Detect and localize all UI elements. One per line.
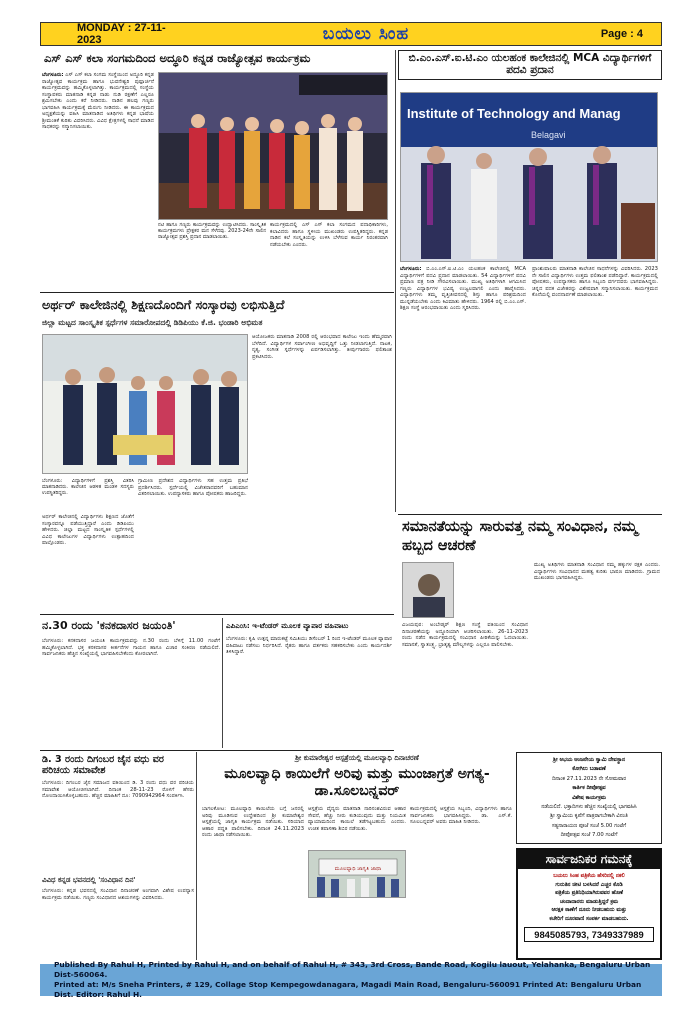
public-notice-line: ಪತ್ರಿಕೆಯ ಪ್ರತಿನಿಧಿಯಾಗಿರುವವರ ಹೊಣೆ — [555, 890, 623, 897]
story3-column-2 — [138, 478, 248, 610]
story4-portrait — [402, 562, 454, 618]
portrait-illustration — [403, 563, 454, 618]
story3-subheadline: ಜಿಲ್ಲಾ ಮಟ್ಟದ ಸಾಂಸ್ಕೃತಿಕ ಸ್ಪರ್ಧೆಗಳ ಸಮಾರೋಪದಲ್ಲಿ ಡಿಡಿಪಿಯು ಕೆ.ಜಿ. ಭಂಡಾರಿ ಅಭಿಮತ — [42, 318, 263, 327]
photo-banner-subtext: Belagavi — [531, 130, 566, 140]
imprint-footer — [40, 960, 662, 999]
public-notice-phone: 9845085793, 7349337989 — [524, 927, 654, 942]
story8-kicker: ಶ್ರೀ ಕುಮಾರೇಶ್ವರ ಆಸ್ಪತ್ರೆಯಲ್ಲಿ ಮೂಲವ್ಯಾಧಿ ದಿನಾಚರಣೆ — [295, 754, 419, 762]
story3-text-3: ಆಯೋಜಕರು ಮಾತನಾಡಿ 2008 ರಲ್ಲಿ ಆರಂಭವಾದ ಕಾಲೇಜು ಇಂದು ಹೆಮ್ಮರವಾಗಿ ಬೆಳೆದಿದೆ. ವಿದ್ಯಾರ್ಥಿಗಳ ಸರ್ವಾಂಗೀಣ ಅಭಿವೃದ್ಧಿಗೆ ಒತ್ತು ನೀಡಲಾಗುತ್ತಿದೆ. ನಾಟಕ, ನೃತ್ಯ, ಸಂಗೀತ ಸ್ಪರ್ಧೆಗಳನ್ನು ಏರ್ಪಡಿಸಲಾಗಿತ್ತು. ತೀರ್ಪುಗಾರರು ಫಲಿತಾಂಶ ಪ್ರಕಟಿಸಿದರು. — [252, 334, 392, 360]
story3-headline: ಅರ್ಥರ್ ಕಾಲೇಜಿನಲ್ಲಿ ಶಿಕ್ಷಣದೊಂದಿಗೆ ಸಂಸ್ಕಾರವು ಲಭಿಸುತ್ತಿದೆ — [42, 297, 285, 312]
story8-photo — [308, 850, 406, 898]
imprint-line-1: Published By Rahul H, Printed by Rahul H, and on behalf of Rahul H, # 343, 3rd Cross, Bande Road, Kogilu lauout, Yelahanka, Bengaluru Urban Dist-560064. — [54, 960, 651, 979]
story1-caption: ನಟಿ ಹಾಗೂ ಗಣ್ಯರು ಕಾರ್ಯಕ್ರಮವನ್ನು ಉದ್ಘಾಟಿಸಿದರು. ಸಾಂಸ್ಕೃತಿಕ ಕಾರ್ಯಕ್ರಮಗಳು ಪ್ರೇಕ್ಷಕರ ಮನ ಸೆಳೆದವು. 2023-24ನೇ ಸಾಲಿನ ರಾಜ್ಯೋತ್ಸವ ಪ್ರಶಸ್ತಿ ಪ್ರದಾನ ಮಾಡಲಾಯಿತು. — [158, 222, 266, 240]
public-notice-line: ಚಂದಾದಾರರು ಮಾಡುತ್ತಿದ್ದರೆ ಕ್ರಮ — [559, 898, 619, 905]
notice-line: ಶ್ರೀ ಅಭಯ ಆಂಜನೇಯ ಸ್ವಾಮಿ ದೇವಸ್ಥಾನ — [553, 757, 625, 763]
story4-headline: ಸಮಾನತೆಯನ್ನು ಸಾರುವತ್ತ ನಮ್ಮ ಸಂವಿಧಾನ, ನಮ್ಮ ಹಬ್ಬದ ಆಚರಣೆ — [402, 519, 638, 554]
notice-line: ವಿಶೇಷ ಕಾರ್ಯಕ್ರಮ — [572, 794, 606, 801]
story1-text-1: ಎಸ್ ಎಸ್ ಕಲಾ ಸಂಗಮ ಸಂಸ್ಥೆಯಿಂದ ಅದ್ಧೂರಿ ಕನ್ನಡ ರಾಜ್ಯೋತ್ಸವ ಕಾರ್ಯಕ್ರಮ ಹಾಗೂ ಭುವನೇಶ್ವರಿ ಪುಷ್ಪಾರ್ಚನೆ ಕಾರ್ಯಕ್ರಮವನ್ನು ಹಮ್ಮಿಕೊಳ್ಳಲಾಗಿತ್ತು. ಕಾರ್ಯಕ್ರಮದಲ್ಲಿ ಸಂಸ್ಥೆಯ ಸಂಸ್ಥಾಪಕರು ಮಾತನಾಡಿ ಕನ್ನಡ ನಾಡು ನುಡಿ ರಕ್ಷಣೆಗೆ ಎಲ್ಲರೂ ಶ್ರಮಿಸಬೇಕು ಎಂದು ಕರೆ ನೀಡಿದರು. ನಾಡಿನ ಹಲವು ಗಣ್ಯರು ಭಾಗವಹಿಸಿ ಕಾರ್ಯಕ್ರಮಕ್ಕೆ ಮೆರುಗು ನೀಡಿದರು. ಈ ಕಾರ್ಯಕ್ರಮದ ಅಧ್ಯಕ್ಷತೆಯನ್ನು ವಹಿಸಿ ಮಾತನಾಡಿದ ಅತಿಥಿಗಳು ಕನ್ನಡ ಭಾಷೆಯ ಶ್ರೀಮಂತಿಕೆ ಕುರಿತು ವಿವರಿಸಿದರು. ವಿವಿಧ ಕ್ಷೇತ್ರಗಳಲ್ಲಿ ಸಾಧನೆ ಮಾಡಿದ ಸಾಧಕರನ್ನು ಸನ್ಮಾನಿಸಲಾಯಿತು. — [42, 72, 154, 130]
stage-photo-illustration — [159, 73, 388, 220]
story3-caption: ಬೆಂಗಳೂರು: ವಿದ್ಯಾರ್ಥಿಗಳಿಗೆ ಪ್ರಶಸ್ತಿ ವಿತರಿಸಿ ಮಾತನಾಡಿದರು. ಕಾಲೇಜಿನ ಆಡಳಿತ ಮಂಡಳಿ ಸದಸ್ಯರು ಉಪಸ್ಥಿತರಿದ್ದರು. — [42, 478, 134, 496]
story1-headline: ಎಸ್ ಎಸ್ ಕಲಾ ಸಂಗಮದಿಂದ ಅದ್ಧೂರಿ ಕನ್ನಡ ರಾಜ್ಯೋತ್ಸವ ಕಾರ್ಯಕ್ರಮ — [44, 51, 311, 65]
story8-column-2 — [308, 806, 406, 846]
temple-notice — [516, 752, 662, 844]
story7-subheadline: ವಿವಿಧ ಕನ್ನಡ ಭವನದಲ್ಲಿ 'ಸಂವಿಧಾನ ದಿನ' — [42, 876, 136, 884]
notice-line: ದಿನಾಂಕ 27.11.2023 ನೇ ಸೋಮವಾರ — [551, 775, 627, 782]
notice-line: ಕಾರ್ತಿಕ ದೀಪೋತ್ಸವ — [572, 785, 606, 792]
public-notice-line: ಬಯಲು ಸಿಂಹ ಪತ್ರಿಕೆಯ ಹೆಸರಿನಲ್ಲಿ ನಕಲಿ — [553, 873, 625, 879]
newspaper-page — [30, 16, 670, 1008]
imprint-line-2: Printed at: M/s Sneha Printers, # 129, Collage Stop Kempegowdanagara, Magadi Main Road, Bengaluru-560091 Printed At: Bengaluru Urban Dist. Editor: Rahul H. — [54, 980, 642, 999]
story3-text-2: ಗ್ರಾಮೀಣ ಪ್ರದೇಶದ ವಿದ್ಯಾರ್ಥಿಗಳು ಸಹ ಉತ್ತಮ ಪ್ರತಿಭೆ ಪ್ರದರ್ಶಿಸಿದರು. ಸ್ಪರ್ಧೆಯಲ್ಲಿ ವಿಜೇತರಾದವರಿಗೆ ಬಹುಮಾನ ವಿತರಿಸಲಾಯಿತು. ಉಪನ್ಯಾಸಕರು ಹಾಗೂ ಪೋಷಕರು ಹಾಜರಿದ್ದರು. — [138, 478, 248, 497]
story3-photo — [42, 334, 248, 474]
story8-text-3: ಕಾರ್ಯಕ್ರಮದಲ್ಲಿ ಆಸ್ಪತ್ರೆಯ ಸಿಬ್ಬಂದಿ, ವಿದ್ಯಾರ್ಥಿಗಳು ಹಾಗೂ ಸಾರ್ವಜನಿಕರು ಭಾಗವಹಿಸಿದ್ದರು. ಡಾ. ಎಸ್.ಕೆ. ಸೂಲಬನ್ನವರ್ ಅವರು ಮಾಹಿತಿ ನೀಡಿದರು. — [410, 806, 512, 825]
story7-headline: ಡಿ. 3 ರಂದು ದಿಗಂಬರ ಜೈನ ವಧು ವರ ಪರಿಚಯ ಸಮಾವೇಶ — [42, 754, 164, 777]
story8-text-2: ಆಸ್ಪತ್ರೆಯ ವೈದ್ಯರು ಮಾತನಾಡಿ ನಾರಿನಂಶವಿರುವ ಆಹಾರ ಸೇವನೆ, ಹೆಚ್ಚು ನೀರು ಕುಡಿಯುವುದು ಮತ್ತು ನಿಯಮಿತ ವ್ಯಾಯಾಮದಿಂದ ಕಾಯಿಲೆ ತಡೆಗಟ್ಟಬಹುದು ಎಂದರು. ಉಚಿತ ತಪಾಸಣಾ ಶಿಬಿರ ನಡೆಯಿತು. — [308, 806, 406, 832]
story8-headline: ಮೂಲವ್ಯಾಧಿ ಕಾಯಿಲೆಗೆ ಅರಿವು ಮತ್ತು ಮುಂಜಾಗ್ರತೆ ಅಗತ್ಯ- ಡಾ.ಸೂಲಬನ್ನವರ್ — [224, 766, 490, 799]
rally-photo-illustration — [309, 851, 406, 898]
story2-text-2: ಪ್ರಾಂಶುಪಾಲರು ಮಾತನಾಡಿ ಕಾಲೇಜಿನ ಸಾಧನೆಗಳನ್ನು ವಿವರಿಸಿದರು. 2023 ನೇ ಸಾಲಿನ ವಿದ್ಯಾರ್ಥಿಗಳು ಉತ್ತಮ ಫಲಿತಾಂಶ ಪಡೆದಿದ್ದಾರೆ. ಕಾರ್ಯಕ್ರಮದಲ್ಲಿ ಪೋಷಕರು, ಉಪನ್ಯಾಸಕರು ಹಾಗೂ ಸಿಬ್ಬಂದಿ ವರ್ಗದವರು ಭಾಗವಹಿಸಿದ್ದರು. ಚಿನ್ನದ ಪದಕ ವಿಜೇತರನ್ನು ವಿಶೇಷವಾಗಿ ಸನ್ಮಾನಿಸಲಾಯಿತು. ಕಾರ್ಯಕ್ರಮದ ಕೊನೆಯಲ್ಲಿ ವಂದನಾರ್ಪಣೆ ಮಾಡಲಾಯಿತು. — [532, 266, 658, 298]
story2-column-2 — [532, 266, 658, 510]
story4-column-1 — [402, 622, 528, 790]
rally-banner-text: ಮೂಲವ್ಯಾಧಿ ಜಾಗೃತಿ ಜಾಥಾ — [334, 866, 382, 872]
photo-banner-text: Institute of Technology and Manag — [407, 106, 621, 121]
story4-text-1: ವಿಜಯಪುರ: ಅಂಬೇಡ್ಕರ್ ಶಿಕ್ಷಣ ಸಂಸ್ಥೆ ವತಿಯಿಂದ ಸಂವಿಧಾನ ದಿನಾಚರಣೆಯನ್ನು ಅದ್ದೂರಿಯಾಗಿ ಆಚರಿಸಲಾಯಿತು. 26-11-2023 ರಂದು ನಡೆದ ಕಾರ್ಯಕ್ರಮದಲ್ಲಿ ಸಂವಿಧಾನ ಪೀಠಿಕೆಯನ್ನು ಓದಲಾಯಿತು. ಸಮಾನತೆ, ಸ್ವಾತಂತ್ರ್ಯ, ಭ್ರಾತೃತ್ವ ಮೌಲ್ಯಗಳನ್ನು ಎಲ್ಲರೂ ಪಾಲಿಸಬೇಕು. — [402, 622, 528, 648]
story2-headline: ಬಿ.ಎಂ.ಎಸ್.ಐ.ಟಿ.ಎಂ ಯಲಹಂಕ ಕಾಲೇಜಿನಲ್ಲಿ MCA ವಿದ್ಯಾರ್ಥಿಗಳಿಗೆ ಪದವಿ ಪ್ರದಾನ — [408, 52, 652, 77]
public-notice-title: ಸಾರ್ವಜನಿಕರ ಗಮನಕ್ಕೆ — [518, 850, 660, 869]
story1-text-3: ಕಾರ್ಯಕ್ರಮದಲ್ಲಿ ಎಸ್ ಎಸ್ ಕಲಾ ಸಂಗಮದ ಪದಾಧಿಕಾರಿಗಳು, ಕಲಾವಿದರು ಹಾಗೂ ಸ್ಥಳೀಯ ಮುಖಂಡರು ಉಪಸ್ಥಿತರಿದ್ದರು. ಕನ್ನಡ ನಾಡಿನ ಕಲೆ ಸಂಸ್ಕೃತಿಯನ್ನು ಉಳಿಸಿ ಬೆಳೆಸುವ ಕಾರ್ಯ ನಿರಂತರವಾಗಿ ನಡೆಯಬೇಕು ಎಂದರು. — [270, 222, 388, 248]
story2-column-1 — [400, 266, 526, 510]
story5-body — [42, 638, 220, 746]
notice-line: ಸತ್ಯನಾರಾಯಣ ಪೂಜೆ ಸಂಜೆ 5.00 ಗಂಟೆಗೆ — [551, 822, 627, 829]
graduation-photo-illustration — [401, 93, 658, 262]
story6-body — [226, 636, 392, 746]
story1-photo — [158, 72, 388, 220]
story3-text-1: ಅರ್ಥರ್ ಕಾಲೇಜಿನಲ್ಲಿ ವಿದ್ಯಾರ್ಥಿಗಳು ಶಿಕ್ಷಣದ ಜೊತೆಗೆ ಸಂಸ್ಕಾರವನ್ನೂ ಪಡೆಯುತ್ತಿದ್ದಾರೆ ಎಂದು ಡಿಡಿಪಿಯು ಹೇಳಿದರು. ಜಿಲ್ಲಾ ಮಟ್ಟದ ಸಾಂಸ್ಕೃತಿಕ ಸ್ಪರ್ಧೆಗಳಲ್ಲಿ ವಿವಿಧ ಕಾಲೇಜುಗಳ ವಿದ್ಯಾರ್ಥಿಗಳು ಉತ್ಸಾಹದಿಂದ ಪಾಲ್ಗೊಂಡರು. — [42, 514, 134, 546]
story6-headline: ಎಪಿಎಂಸಿ: ಇ-ಟೆಂಡರ್ ಮೂಲಕ ವ್ಯಾಪಾರ ವಹಿವಾಟು — [226, 621, 349, 630]
story3-column-3 — [252, 334, 392, 610]
masthead-title: ಬಯಲು ಸಿಂಹ — [322, 24, 410, 44]
story1-column-1 — [42, 72, 154, 288]
masthead-date: MONDAY : 27-11-2023 — [77, 22, 166, 46]
story7-sub-body — [42, 888, 194, 958]
notice-line: ಶ್ರೀ ಸ್ವಾಮಿಯ ಕೃಪೆಗೆ ಪಾತ್ರರಾಗಬೇಕಾಗಿ ವಿನಂತಿ — [550, 813, 628, 820]
public-notice-line: ಆರಕ್ಷಕ ಠಾಣೆಗೆ ದೂರು ನೀಡಬಹುದು ಮತ್ತು — [551, 907, 627, 914]
story8-column-3 — [410, 806, 512, 960]
story6-text: ಬೆಂಗಳೂರು: ಕೃಷಿ ಉತ್ಪನ್ನ ಮಾರುಕಟ್ಟೆ ಸಮಿತಿಯು ಡಿಸೆಂಬರ್ 1 ರಿಂದ ಇ-ಟೆಂಡರ್ ಮೂಲಕ ವ್ಯಾಪಾರ ವಹಿವಾಟು ನಡೆಸಲು ನಿರ್ಧರಿಸಿದೆ. ರೈತರು ಹಾಗೂ ವರ್ತಕರು ಸಹಕರಿಸಬೇಕು ಎಂದು ಕಾರ್ಯದರ್ಶಿ ತಿಳಿಸಿದ್ದಾರೆ. — [226, 636, 392, 655]
story8-column-1 — [202, 806, 304, 960]
story1-column-3 — [270, 222, 388, 288]
notice-line: ನಡೆಯಲಿದೆ. ಭಕ್ತಾದಿಗಳು ಹೆಚ್ಚಿನ ಸಂಖ್ಯೆಯಲ್ಲಿ ಭಾಗವಹಿಸಿ — [541, 804, 637, 811]
notice-line: ದೀಪೋತ್ಸವ ಸಂಜೆ 7.00 ಗಂಟೆಗೆ — [560, 832, 618, 839]
story1-dateline: ಬೆಂಗಳೂರು: — [42, 72, 64, 78]
story5-text: ಬೆಂಗಳೂರು: ಕನಕದಾಸರ ಜಯಂತಿ ಕಾರ್ಯಕ್ರಮವನ್ನು ನ.30 ರಂದು ಬೆಳಿಗ್ಗೆ 11.00 ಗಂಟೆಗೆ ಹಮ್ಮಿಕೊಳ್ಳಲಾಗಿದೆ. ಭಕ್ತ ಕನಕದಾಸರ ಕೀರ್ತನೆಗಳ ಗಾಯನ ಹಾಗೂ ವಿಚಾರ ಸಂಕಿರಣ ನಡೆಯಲಿದೆ. ಸಾರ್ವಜನಿಕರು ಹೆಚ್ಚಿನ ಸಂಖ್ಯೆಯಲ್ಲಿ ಭಾಗವಹಿಸಬೇಕೆಂದು ಕೋರಲಾಗಿದೆ. — [42, 638, 220, 657]
story5-headline: ನ.30 ರಂದು 'ಕನಕದಾಸರ ಜಯಂತಿ' — [42, 619, 176, 632]
story2-photo — [400, 92, 658, 262]
public-notice-line: ಕಚೇರಿಗೆ ದೂರವಾಣಿ ಸಂಪರ್ಕ ಮಾಡಬಹುದು. — [549, 915, 629, 922]
story7-text: ಬೆಂಗಳೂರು: ದಿಗಂಬರ ಜೈನ ಸಮಾಜದ ವತಿಯಿಂದ ಡಿ. 3 ರಂದು ವಧು ವರ ಪರಿಚಯ ಸಮಾವೇಶ ಆಯೋಜಿಸಲಾಗಿದೆ. ದಿನಾಂಕ 28-11-23 ರೊಳಗೆ ಹೆಸರು ನೋಂದಾಯಿಸಿಕೊಳ್ಳಬಹುದು. ಹೆಚ್ಚಿನ ಮಾಹಿತಿಗೆ ದೂ: 7090942964 ಸಂಪರ್ಕಿಸಿ. — [42, 780, 194, 799]
notice-line: ಕೋಗಿಲು ಬಡಾವಣೆ — [572, 766, 606, 773]
story7-sub-text: ಬೆಂಗಳೂರು: ಕನ್ನಡ ಭವನದಲ್ಲಿ ಸಂವಿಧಾನ ದಿನಾಚರಣೆ ಅಂಗವಾಗಿ ವಿಶೇಷ ಉಪನ್ಯಾಸ ಕಾರ್ಯಕ್ರಮ ನಡೆಯಿತು. ಗಣ್ಯರು ಸಂವಿಧಾನದ ಆಶಯಗಳನ್ನು ವಿವರಿಸಿದರು. — [42, 888, 194, 901]
story2-dateline: ಬೆಂಗಳೂರು: — [400, 266, 422, 272]
story4-text-2: ಮುಖ್ಯ ಅತಿಥಿಗಳು ಮಾತನಾಡಿ ಸಂವಿಧಾನ ನಮ್ಮ ಹಕ್ಕುಗಳ ರಕ್ಷಕ ಎಂದರು. ವಿದ್ಯಾರ್ಥಿಗಳು ಸಂವಿಧಾನದ ಮಹತ್ವ ಕುರಿತು ಭಾಷಣ ಮಾಡಿದರು. ಗ್ರಾಮದ ಮುಖಂಡರು ಭಾಗವಹಿಸಿದ್ದರು. — [534, 562, 660, 581]
public-notice — [516, 848, 662, 960]
story3-column-1 — [42, 514, 134, 610]
public-notice-line: ಗುರುತಿನ ಚೀಟಿ ಬಳಸಿದರೆ ಎಚ್ಚರ ಕೊಡಿ — [555, 881, 623, 888]
award-photo-illustration — [43, 335, 248, 474]
story8-text-1: ಬಾಗಲಕೋಟ: ಮೂಲವ್ಯಾಧಿ ಕಾಯಿಲೆಯ ಬಗ್ಗೆ ಜನರಲ್ಲಿ ಅರಿವು ಮೂಡಿಸುವ ಉದ್ದೇಶದಿಂದ ಶ್ರೀ ಕುಮಾರೇಶ್ವರ ಆಸ್ಪತ್ರೆಯಲ್ಲಿ ಜಾಗೃತಿ ಕಾರ್ಯಕ್ರಮ ನಡೆಯಿತು. ಸರಿಯಾದ ಆಹಾರ ಪದ್ಧತಿ ಪಾಲಿಸಬೇಕು. ದಿನಾಂಕ 24.11.2023 ರಂದು ಜಾಥಾ ನಡೆಸಲಾಯಿತು. — [202, 806, 304, 838]
story2-text-1: ಬಿ.ಎಂ.ಎಸ್.ಐ.ಟಿ.ಎಂ ಯಲಹಂಕ ಕಾಲೇಜಿನಲ್ಲಿ MCA ವಿದ್ಯಾರ್ಥಿಗಳಿಗೆ ಪದವಿ ಪ್ರದಾನ ಮಾಡಲಾಯಿತು. 54 ವಿದ್ಯಾರ್ಥಿಗಳಿಗೆ ಪದವಿ ಪ್ರಮಾಣ ಪತ್ರ ನೀಡಿ ಗೌರವಿಸಲಾಯಿತು. ಮುಖ್ಯ ಅತಿಥಿಗಳಾಗಿ ಆಗಮಿಸಿದ ಗಣ್ಯರು ವಿದ್ಯಾರ್ಥಿಗಳ ಭವಿಷ್ಯ ಉಜ್ವಲವಾಗಲಿ ಎಂದು ಹಾರೈಸಿದರು. ವಿದ್ಯಾರ್ಥಿಗಳು ತಮ್ಮ ವೃತ್ತಿಜೀವನದಲ್ಲಿ ಶಿಸ್ತು ಹಾಗೂ ಪರಿಶ್ರಮದಿಂದ ಮುನ್ನಡೆಯಬೇಕು ಎಂದು ಕಿವಿಮಾತು ಹೇಳಿದರು. 1964 ರಲ್ಲಿ ಬಿ.ಎಂ.ಎಸ್. ಶಿಕ್ಷಣ ಸಂಸ್ಥೆ ಆರಂಭವಾಯಿತು ಎಂದು ಸ್ಮರಿಸಿದರು. — [400, 266, 526, 311]
story7-body — [42, 780, 194, 872]
masthead — [40, 22, 662, 46]
masthead-page-number: Page : 4 — [600, 28, 643, 40]
